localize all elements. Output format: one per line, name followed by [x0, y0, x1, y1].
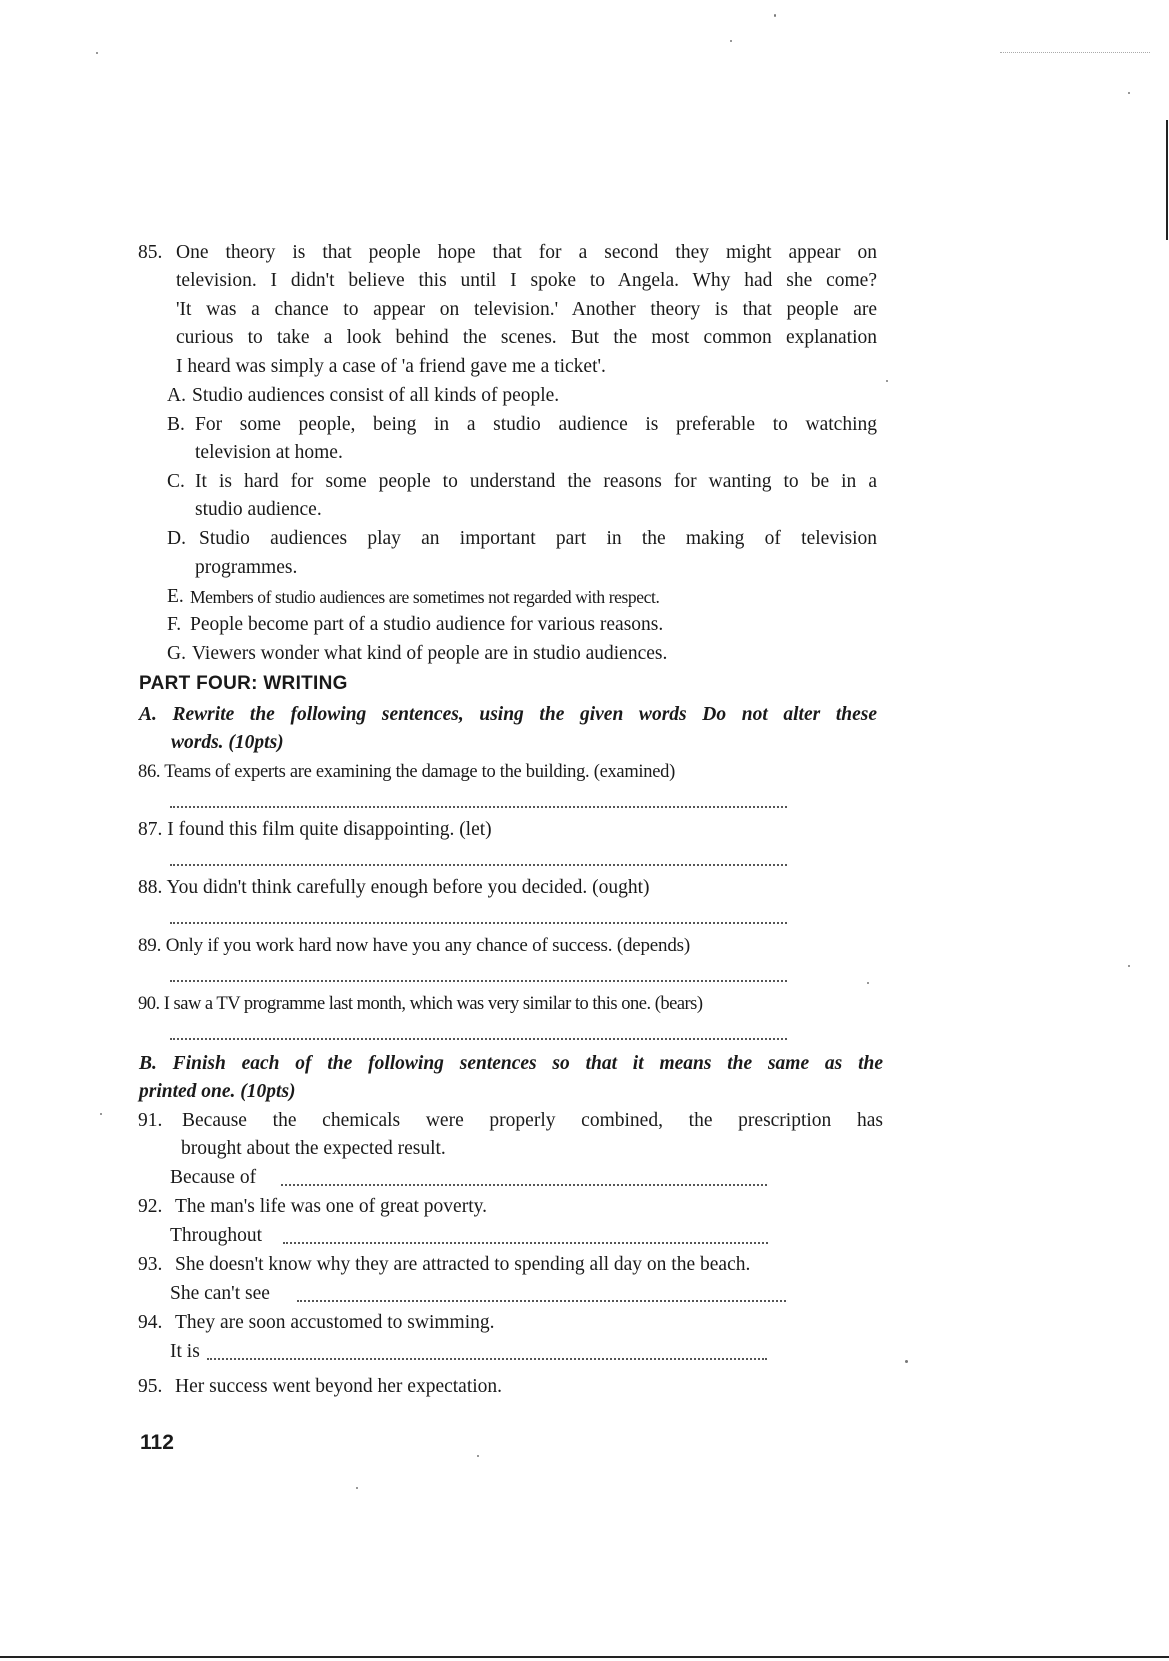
q91-text-line: brought about the expected result.: [181, 1138, 446, 1159]
q85-text-line: curious to take a look behind the scenes. But the most common explanation: [176, 327, 877, 348]
q85-option-text: programmes.: [195, 557, 298, 578]
scan-speck: [96, 52, 98, 54]
scan-speck: [1128, 965, 1130, 967]
q93-prompt: She can't see: [170, 1283, 270, 1304]
q85-option-letter: F.: [167, 614, 182, 635]
q85-text-line: television. I didn't believe this until I spoke to Angela. Why had she come?: [176, 270, 877, 291]
q85-text-line: 'It was a chance to appear on television.' Another theory is that people are: [176, 299, 877, 320]
q90-text: 90. I saw a TV programme last month, which was very similar to this one. (bears): [138, 994, 703, 1014]
q89-answer-line[interactable]: [170, 980, 787, 982]
part-four-heading: PART FOUR: WRITING: [139, 673, 348, 694]
q94-number: 94.: [138, 1312, 163, 1333]
q85-option-text: Studio audiences consist of all kinds of people.: [192, 385, 560, 406]
q89-text: 89. Only if you work hard now have you any chance of success. (depends): [138, 935, 690, 956]
q85-option-text: It is hard for some people to understand the reasons for wanting to be in a: [195, 471, 877, 492]
q85-option-text: For some people, being in a studio audience is preferable to watching: [195, 414, 877, 435]
q95-text-line: Her success went beyond her expectation.: [175, 1376, 503, 1397]
scan-artifact-top-right: [1000, 52, 1150, 53]
q85-text-line: I heard was simply a case of 'a friend gave me a ticket'.: [176, 356, 606, 377]
q93-text-line: She doesn't know why they are attracted to spending all day on the beach.: [175, 1254, 751, 1275]
q95-number: 95.: [138, 1376, 163, 1397]
scan-speck: [100, 1113, 102, 1115]
q85-text-line: One theory is that people hope that for a second they might appear on: [176, 242, 877, 263]
q85-option-text: Viewers wonder what kind of people are in studio audiences.: [192, 643, 668, 664]
page-number: 112: [140, 1431, 174, 1454]
q93-number: 93.: [138, 1254, 163, 1275]
q85-option-letter: D.: [167, 528, 186, 549]
q94-prompt: It is: [170, 1341, 200, 1362]
scan-edge-right: [1166, 120, 1168, 240]
q92-answer-line[interactable]: [283, 1242, 768, 1244]
q88-answer-line[interactable]: [170, 922, 787, 924]
q94-text-line: They are soon accustomed to swimming.: [175, 1312, 495, 1333]
scan-speck: [886, 380, 888, 382]
section-a-instruction: words. (10pts): [171, 732, 284, 753]
scan-speck: [867, 982, 869, 984]
q88-text: 88. You didn't think carefully enough before you decided. (ought): [138, 877, 650, 898]
section-b-instruction: printed one. (10pts): [139, 1081, 296, 1102]
q92-text-line: The man's life was one of great poverty.: [175, 1196, 487, 1217]
q85-option-letter: E.: [167, 586, 184, 607]
scan-speck: [905, 1360, 908, 1363]
q91-text-line: Because the chemicals were properly combined, the prescription has: [182, 1110, 883, 1131]
q91-prompt: Because of: [170, 1167, 257, 1188]
q85-option-letter: G.: [167, 643, 186, 664]
q85-option-text: Members of studio audiences are sometimes not regarded with respect.: [190, 587, 660, 607]
scan-speck: [356, 1487, 358, 1489]
q92-number: 92.: [138, 1196, 163, 1217]
q85-option-letter: A.: [167, 385, 186, 406]
q85-option-text: television at home.: [195, 442, 343, 463]
section-a-instruction: A. Rewrite the following sentences, using the given words Do not alter these: [139, 704, 877, 725]
q93-answer-line[interactable]: [297, 1300, 786, 1302]
scan-speck: [1128, 92, 1130, 94]
q91-number: 91.: [138, 1110, 163, 1131]
q87-text: 87. I found this film quite disappointing. (let): [138, 819, 492, 840]
q91-answer-line[interactable]: [281, 1184, 767, 1186]
scan-edge-bottom: [0, 1656, 1169, 1658]
q85-option-text: studio audience.: [195, 499, 322, 520]
q90-answer-line[interactable]: [170, 1038, 787, 1040]
scan-speck: [730, 40, 732, 42]
q94-answer-line[interactable]: [207, 1358, 767, 1360]
scan-speck: [774, 14, 776, 17]
section-b-instruction: B. Finish each of the following sentences so that it means the same as the: [139, 1053, 883, 1074]
q85-option-text: Studio audiences play an important part in the making of television: [199, 528, 877, 549]
q92-prompt: Throughout: [170, 1225, 263, 1246]
q85-option-letter: B.: [167, 414, 185, 435]
q86-text: 86. Teams of experts are examining the damage to the building. (examined): [138, 762, 675, 782]
q87-answer-line[interactable]: [170, 864, 787, 866]
q85-number: 85.: [138, 242, 163, 263]
scan-speck: [477, 1455, 479, 1457]
q85-option-letter: C.: [167, 471, 185, 492]
q85-option-text: People become part of a studio audience for various reasons.: [190, 614, 664, 635]
q86-answer-line[interactable]: [170, 806, 787, 808]
